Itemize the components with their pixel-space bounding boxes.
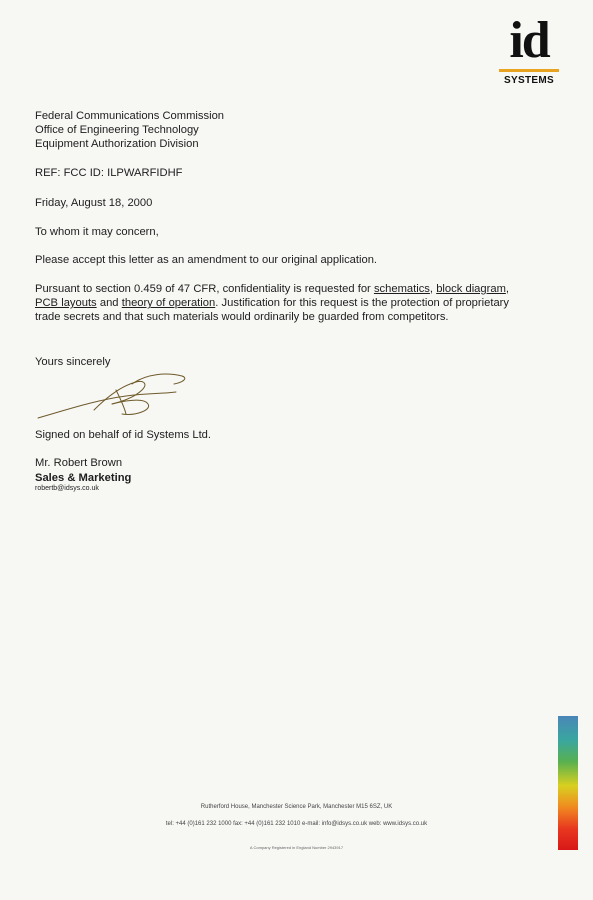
signer-title: Sales & Marketing [35, 472, 132, 484]
footer-registration: A Company Registered in England Number 2943917 [249, 845, 344, 850]
paragraph-confidentiality [35, 282, 509, 325]
logo-mark: id [509, 12, 549, 69]
signer-email: robertb@idsys.co.uk [35, 485, 99, 492]
logo-accent-bar [499, 69, 559, 72]
footer-contact: tel: +44 (0)161 232 1000 fax: +44 (0)161 232 1010 e-mail: info@idsys.co.uk web: www.idsys.co.uk [165, 821, 428, 827]
signer-name: Mr. Robert Brown [35, 457, 123, 469]
addressee-line: Equipment Authorization Division [35, 138, 199, 150]
signed-on-behalf: Signed on behalf of id Systems Ltd. [35, 429, 212, 441]
company-logo [497, 12, 561, 86]
addressee-block [35, 109, 224, 151]
logo-wordmark: SYSTEMS [504, 75, 554, 86]
salutation: To whom it may concern, [35, 226, 159, 238]
color-gradient-stripe [558, 716, 578, 850]
paragraph-text: . Justification for this request is the protection of proprietary trade secrets and that such materials would ordinarily be guarded from competitors. [35, 297, 509, 324]
closing: Yours sincerely [35, 356, 111, 368]
paragraph-text: and [96, 297, 122, 310]
addressee-line: Federal Communications Commission [35, 110, 225, 122]
paragraph-text: Pursuant to section 0.459 of 47 CFR, confidentiality is requested for [35, 283, 374, 295]
paragraph-amendment: Please accept this letter as an amendment to our original application. [35, 254, 378, 266]
paragraph-text: , [505, 283, 509, 295]
paragraph-text: , [429, 283, 437, 295]
reference-line: REF: FCC ID: ILPWARFIDHF [35, 167, 183, 179]
letter-date: Friday, August 18, 2000 [35, 197, 153, 209]
footer-address: Rutherford House, Manchester Science Park, Manchester M15 6SZ, UK [200, 804, 393, 810]
underlined-term: PCB layouts [35, 297, 97, 310]
underlined-term: schematics [373, 283, 430, 295]
handwritten-signature [36, 370, 206, 422]
underlined-term: theory of operation [121, 297, 216, 310]
underlined-term: block diagram [436, 283, 506, 295]
addressee-line: Office of Engineering Technology [35, 124, 199, 136]
